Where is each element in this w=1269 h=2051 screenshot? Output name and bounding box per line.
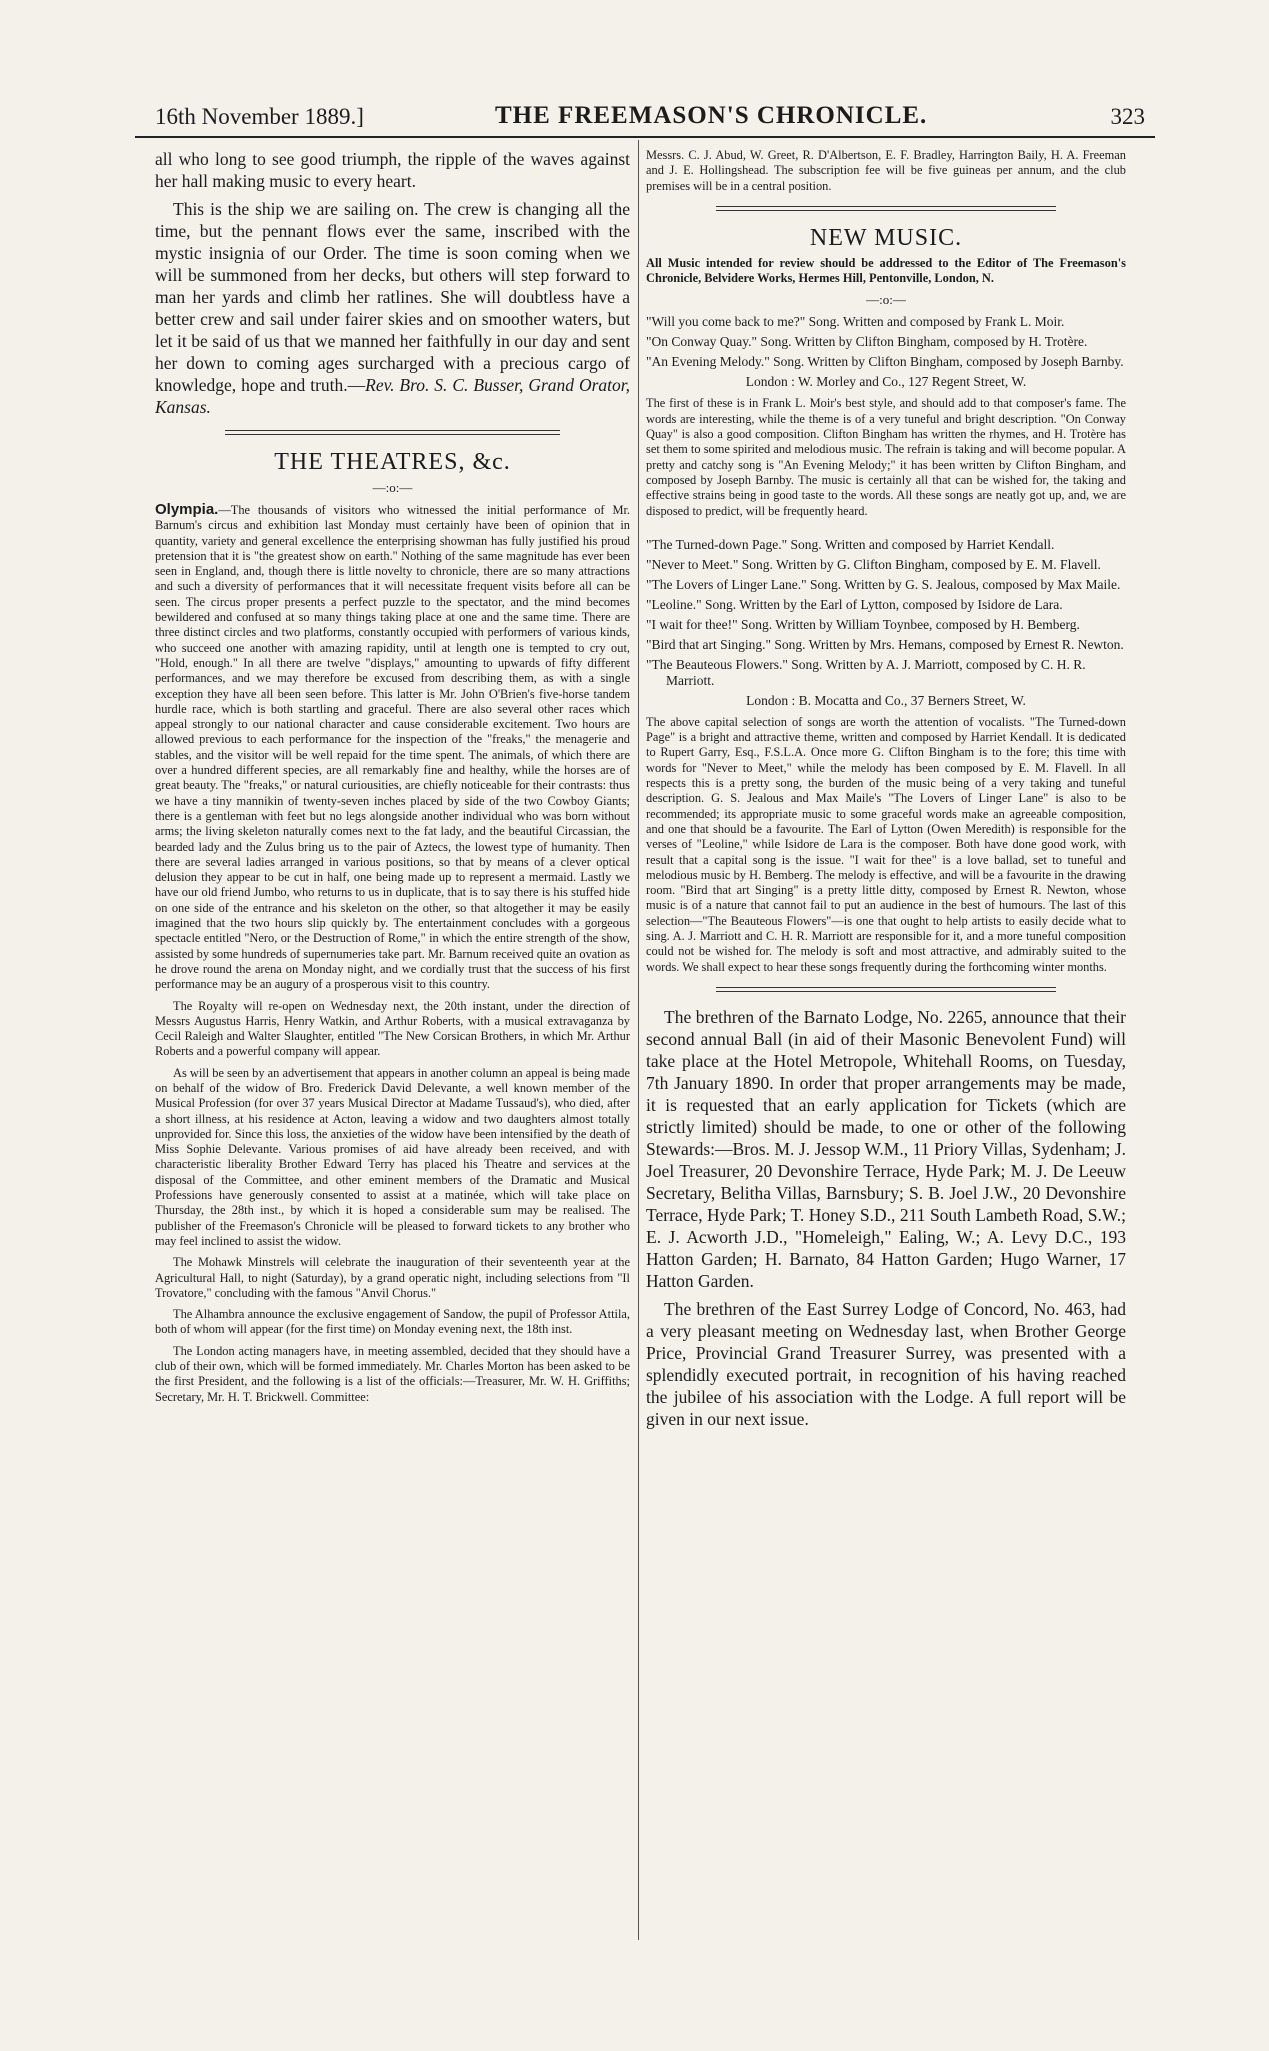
section-divider: [716, 987, 1056, 992]
section-divider: [225, 430, 560, 435]
song-entry: "Never to Meet." Song. Written by G. Clifton Bingham, composed by E. M. Flavell.: [646, 556, 1101, 572]
publication-title: THE FREEMASON'S CHRONICLE.: [495, 102, 928, 129]
song-entry: "Will you come back to me?" Song. Written and composed by Frank L. Moir.: [646, 314, 1065, 330]
ornament: —:o:—: [866, 292, 906, 308]
east-surrey-lodge-notice: The brethren of the East Surrey Lodge of Concord, No. 463, had a very pleasant meeting on Wednesday last, when Brother George Price, Provincial Grand Treasurer Surrey, was presented with a splendidly executed portrait, in recognition of his having reached the jubilee of his association with the Lodge. A full report will be given in our next issue.: [646, 1298, 1126, 1429]
new-music-heading: NEW MUSIC.: [809, 224, 963, 251]
song-list: [646, 537, 1126, 689]
music-notice: All Music intended for review should be addressed to the Editor of The Freemason's Chronicle, Belvidere Works, Hermes Hill, Pentonville, London, N.: [646, 255, 1126, 286]
continued-paragraph: all who long to see good triumph, the ripple of the waves against her hall making music to every heart.: [155, 149, 630, 191]
right-column: [646, 148, 1126, 1938]
royalty-article: The Royalty will re-open on Wednesday next, the 20th instant, under the direction of Messrs Augustus Harris, Henry Watkin, and Arthur Roberts, with a musical extravaganza by Cecil Raleigh and Walter Slaughter, entitled "The New Corsican Brothers, in which Mr. Arthur Roberts and a powerful company will appear.: [155, 998, 630, 1059]
alhambra-article: The Alhambra announce the exclusive engagement of Sandow, the pupil of Professor Attila, both of whom will appear (for the first time) on Monday evening next, the 18th inst.: [155, 1307, 630, 1337]
publisher-line: London : B. Mocatta and Co., 37 Berners Street, W.: [746, 692, 1026, 708]
london-article: The London acting managers have, in meeting assembled, decided that they should have a club of their own, which will be formed immediately. Mr. Charles Morton has been asked to be the first President, and the following is a list of the officials:—Treasurer, Mr. W. H. Griffiths; Secretary, Mr. H. T. Brickwell. Committee:: [155, 1343, 630, 1404]
continued-paragraph: Messrs. C. J. Abud, W. Greet, R. D'Albertson, E. F. Bradley, Harrington Baily, H. A. Freeman and J. E. Hollingshead. The subscription fee will be five guineas per annum, and the club premises will be in a central position.: [646, 148, 1126, 193]
page-number: 323: [1110, 104, 1145, 129]
appeal-article: As will be seen by an advertisement that appears in another column an appeal is being made on behalf of the widow of Bro. Frederick David Delevante, a well known member of the Musical Profession (for over 37 years Musical Director at Madame Tussaud's), who died, after a short illness, at his residence at Acton, leaving a widow and two daughters almost totally unprovided for. Since this loss, the anxieties of the widow have been intensified by the death of Miss Sophie Delevante. Various promises of aid have already been received, and with characteristic liberality Brother Edward Terry has placed his Theatre and services at the disposal of the Committee, and other eminent members of the Dramatic and Musical Professions have generously consented to assist at a matinée, which will take place on Thursday, the 28th inst., by which it is hoped a considerable sum may be realised. The publisher of the Freemason's Chronicle will be pleased to forward tickets to any brother who may feel inclined to assist the widow.: [155, 1065, 630, 1248]
barnato-lodge-notice: The brethren of the Barnato Lodge, No. 2265, announce that their second annual Ball (in aid of their Masonic Benevolent Fund) will take place at the Hotel Metropole, Whitehall Rooms, on Tuesday, 7th January 1890. In order that proper arrangements may be made, it is requested that an early application for Tickets (which are strictly limited) should be made, to one or other of the following Stewards:—Bros. M. J. Jessop W.M., 11 Priory Villas, Sydenham; J. Joel Treasurer, 20 Devonshire Terrace, Hyde Park; M. J. De Leeuw Secretary, Belitha Villas, Barnsbury; S. B. Joel J.W., 20 Devonshire Terrace, Hyde Park; T. Honey S.D., 211 South Lambeth Road, S.W.; E. J. Acworth J.D., "Homeleigh," Ealing, W.; A. Levy D.C., 193 Hatton Garden; H. Barnato, 84 Hatton Garden; Hugo Warner, 17 Hatton Garden.: [646, 1006, 1126, 1291]
song-review: The above capital selection of songs are worth the attention of vocalists. "The Turned-down Page" is a bright and attractive theme, written and composed by Harriet Kendall. It is dedicated to Rupert Garry, Esq., F.S.L.A. Once more G. Clifton Bingham is to the fore; this time with words for "Never to Meet," while the melody has been composed by E. M. Flavell. In all respects this is a pretty song, the burden of the music being of a very taking and tuneful description. G. S. Jealous and Max Maile's "The Lovers of Linger Lane" is also to be recommended; its appropriate music to some graceful words make an agreeable composition, and one that should be a favourite. The Earl of Lytton (Owen Meredith) is responsible for the verses of "Leoline," while Isidore de Lara is the composer. Both have done good work, with result that a capital song is the issue. "I wait for thee" is a love ballad, set to tuneful and melodious music by H. Bemberg. The melody is effective, and will be a favourite in the drawing room. "Bird that art Singing" is a pretty little ditty, composed by Ernest R. Newton, whose music is of a nature that cannot fail to put an audience in the best of humours. The last of this selection—"The Beauteous Flowers"—is one that ought to help artists to easily decide what to sing. A. J. Marriott and C. H. R. Marriott are responsible for it, and a more tuneful composition could not be wished for. The melody is soft and most attractive, and admirably suited to the words. We shall expect to hear these songs frequently during the forthcoming winter months.: [646, 714, 1126, 974]
olympia-text: —The thousands of visitors who witnessed the initial performance of Mr. Barnum's circus and exhibition last Monday must certainly have been of opinion that in quantity, variety and general excellence the enterprising showman has fully justified his proud pretension that it is "the greatest show on earth." Nothing of the same magnitude has ever been seen in England, and, though there is little novelty to chronicle, there are so many attractions and such a diversity of performances that it will necessitate frequent visits before all can be seen. The circus proper presents a perfect puzzle to the spectator, and the mind becomes bewildered and confused at so many things taking place at one and the same time. There are three distinct circles and two platforms, constantly occupied with performers of various kinds, who succeed one another with amazing rapidity, until at length one is tempted to cry out, "Hold, enough." In all there are twelve "displays," amounting to upwards of fifty different performances, and we may therefore be excused from describing them, as with a single exception they have all been seen before. This latter is Mr. John O'Brien's five-horse tandem hurdle race, which is both startling and graceful. There are also several other races which appeal strongly to our national character and cause considerable excitement. Two hours are allowed previous to each performance for the inspection of the "freaks," the menagerie and stables, and the visitor will be well repaid for the time spent. The animals, of which there are over a hundred different species, are all remarkably fine and healthy, while the horses are of great beauty. The "freaks," or natural curiousities, are chiefly noticeable for their contrasts: thus we have a tiny mannikin of twenty-seven inches placed by side of the two Cowboy Giants; there is a gentleman with feet but no legs alongside another individual who was born without arms; the living skeleton naturally comes next to the fat lady, and the beautiful Circassian, the bearded lady and the Zulus bring us to the pair of Aztecs, the lowest type of humanity. Then there are several ladies arranged in various positions, so that by means of a clever optical delusion they appear to be cut in half, one being made up to represent a mermaid. Lastly we have our old friend Jumbo, who returns to us in duplicate, that is to say there is his stuffed hide on one side of the entrance and his skeleton on the other, so that altogether it may be easily imagined that the two hours slip quickly by. The entertainment concludes with a gorgeous spectacle entitled "Nero, or the Destruction of Rome," in which the entire strength of the show, assisted by some hundreds of supernumeries take part. Mr. Barnum received quite an ovation as he drove round the arena on Monday night, and we cordially trust that the success of his first performance may be an augury of a prosperous visit to this country.: [155, 503, 630, 992]
section-divider: [716, 206, 1056, 211]
song-entry: "Leoline." Song. Written by the Earl of Lytton, composed by Isidore de Lara.: [646, 596, 1063, 612]
left-column: [155, 148, 630, 1938]
song-entry: "Bird that art Singing." Song. Written by Mrs. Hemans, composed by Ernest R. Newton.: [646, 636, 1124, 652]
ornament: —:o:—: [372, 480, 413, 495]
olympia-article: [155, 502, 630, 993]
theatres-heading: THE THEATRES, &c.: [274, 449, 511, 475]
issue-date: 16th November 1889.]: [155, 104, 364, 129]
column-divider: [638, 140, 639, 1940]
olympia-runin: Olympia.: [155, 501, 219, 518]
song-entry: "On Conway Quay." Song. Written by Clifton Bingham, composed by H. Trotère.: [646, 334, 1088, 350]
song-review: The first of these is in Frank L. Moir's best style, and should add to that composer's fame. The words are interesting, while the theme is of a very tuneful and bright description. "On Conway Quay" is also a good composition. Clifton Bingham has written the rhymes, and H. Trotère has set them to some spirited and melodious music. The refrain is taking and will become popular. A pretty and catchy song is "An Evening Melody;" it has been written by Clifton Bingham, and composed by Joseph Barnby. The music is certainly all that can be wished for, the taking and effective strains being in good taste to the words. All these songs are neatly got up, and, we are disposed to predict, will be frequently heard.: [646, 396, 1126, 518]
page-header: [135, 102, 1155, 138]
song-entry: "The Turned-down Page." Song. Written and composed by Harriet Kendall.: [646, 536, 1055, 552]
spacer: [646, 525, 1126, 535]
mohawk-article: The Mohawk Minstrels will celebrate the inauguration of their seventeenth year at the Agricultural Hall, to night (Saturday), by a grand operatic night, including selections from "Il Trovatore," concluding with the famous "Anvil Chorus.": [155, 1255, 630, 1300]
publisher-line: London : W. Morley and Co., 127 Regent Street, W.: [745, 374, 1027, 390]
continued-paragraph: [155, 198, 630, 418]
song-entry: "The Lovers of Linger Lane." Song. Written by G. S. Jealous, composed by Max Maile.: [646, 576, 1121, 592]
song-entry: "I wait for thee!" Song. Written by William Toynbee, composed by H. Bemberg.: [646, 616, 1080, 632]
signature: Rev. Bro. S. C. Busser, Grand Orator, Kansas.: [155, 375, 630, 417]
song-entry: "An Evening Melody." Song. Written by Clifton Bingham, composed by Joseph Barnby.: [646, 354, 1124, 370]
paragraph-text: This is the ship we are sailing on. The crew is changing all the time, but the pennant flows ever the same, inscribed with the mystic insignia of our Order. The time is soon coming when we will be summoned from her decks, but others will step forward to man her yards and climb her ratlines. She will doubtless have a better crew and sail under fairer skies and on smoother waters, but let it be said of us that we manned her faithfully in our day and sent her down to coming ages surcharged with a precious cargo of knowledge, hope and truth.—: [155, 199, 630, 395]
song-entry: "The Beauteous Flowers." Song. Written by A. J. Marriott, composed by C. H. R. Marriott.: [646, 656, 1086, 688]
song-list: [646, 314, 1126, 370]
